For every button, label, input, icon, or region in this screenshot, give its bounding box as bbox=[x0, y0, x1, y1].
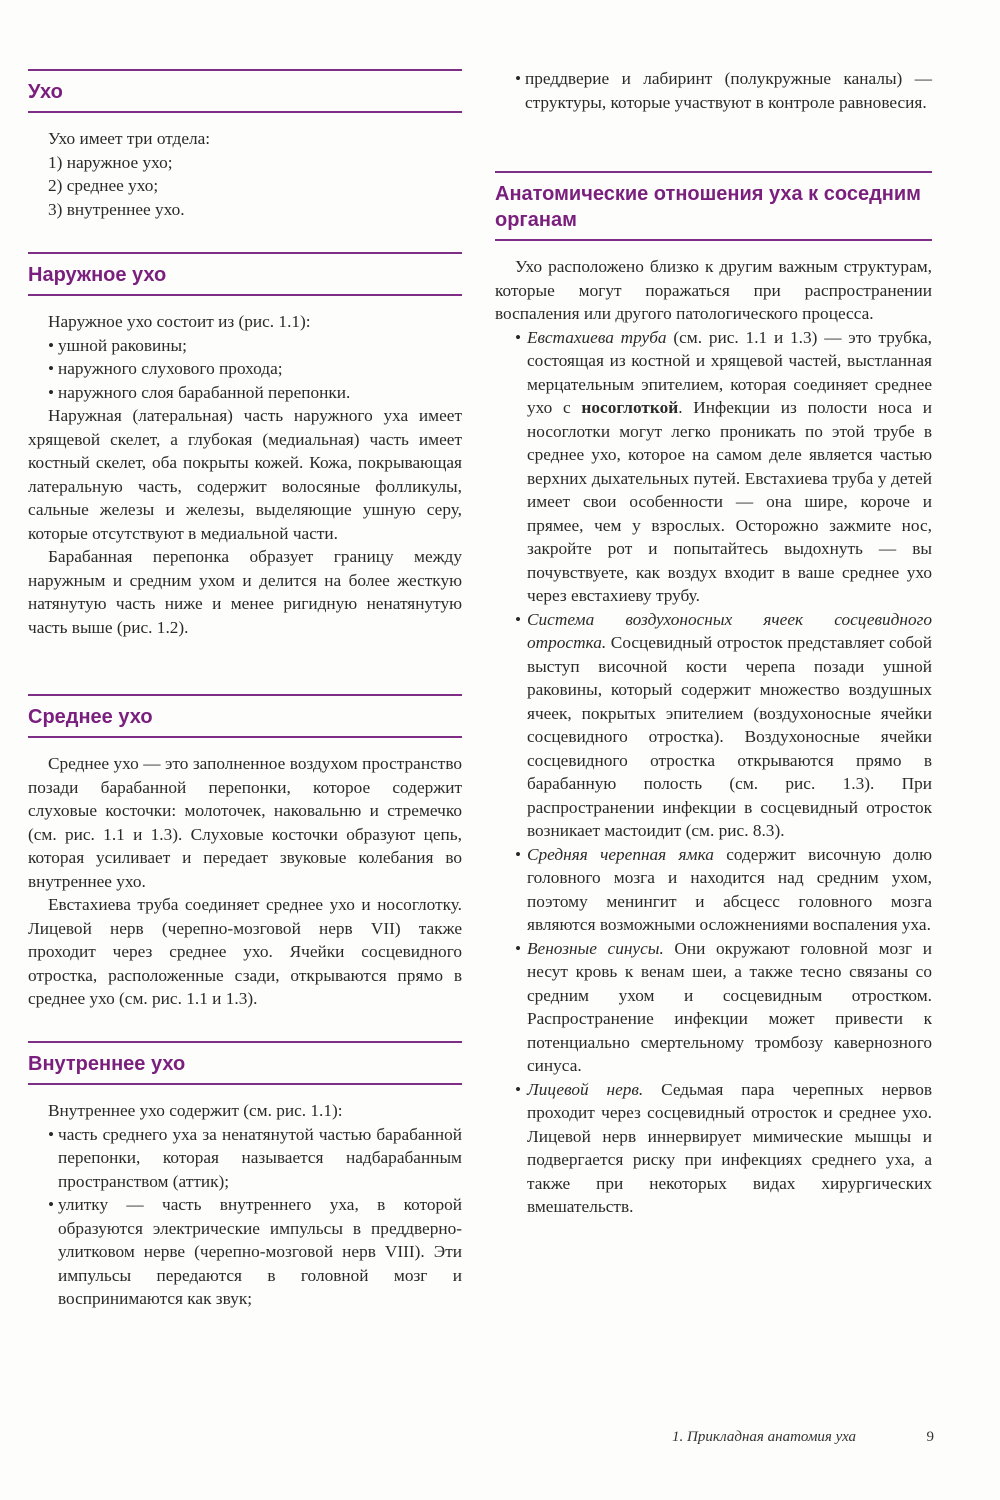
text: улитку — часть внутреннего уха, в которой образуются электрические импульсы в преддверно-улитковом нерве (черепно-мозговой нерв VIII). Эти импульсы передаются в головной мозг и воспринимаются как звук; bbox=[58, 1195, 462, 1308]
paragraph bbox=[495, 255, 932, 326]
list-line bbox=[28, 198, 462, 222]
text: (см. рис. 1.1 и 1.3) — это трубка, состоящая из костной и хрящевой частей, выстланная мерцательным эпителием, которая соединяет среднее ухо с bbox=[527, 327, 932, 417]
text: Ухо расположено близко к другим важным структурам, которые могут поражаться при распространении воспаления или другого патологического процесса. bbox=[495, 257, 932, 323]
bullet-item bbox=[28, 357, 462, 381]
bullet-icon: • bbox=[515, 938, 522, 958]
text: преддверие и лабиринт (полукружные каналы) — структуры, которые участвуют в контроле равновесия. bbox=[525, 69, 932, 112]
bullet-icon: • bbox=[48, 1124, 55, 1144]
bullet-icon: • bbox=[515, 1079, 522, 1099]
bullet-item bbox=[495, 937, 932, 1078]
bullet-item bbox=[28, 1193, 462, 1311]
text: 2) среднее ухо; bbox=[48, 176, 159, 195]
bullet-item bbox=[495, 608, 932, 843]
text: . Инфекции из полости носа и носоглотки могут легко проникать по этой трубе в среднее ухо, которое на самом деле является частью верхних дыхательных путей. Евстахиева труба у детей имеет свои особенности — она шире, короче и прямее, чем у взрослых. Осторожно зажмите нос, закройте рот и попытайтесь выдохнуть — вы почувствуете, как воздух входит в ваше среднее ухо через евстахиеву трубу. bbox=[527, 398, 932, 605]
text: Сосцевидный отросток представляет собой выступ височной кости черепа позади ушной раковины, который содержит множество воздушных ячеек, покрытых эпителием (воздухоносные ячейки сосцевидного отростка). Воздухоносные ячейки сосцевидного отростка открываются прямо в барабанную полость (см. рис. 1.3). При распространении инфекции в сосцевидный отросток возникает мастоидит (см. рис. 8.3). bbox=[527, 633, 932, 840]
bullet-item bbox=[495, 67, 932, 114]
text: Барабанная перепонка образует границу между наружным и средним ухом и делится на более жесткую натянутую часть ниже и менее ригидную ненатянутую часть выше (рис. 1.2). bbox=[28, 547, 462, 637]
section-relations bbox=[495, 171, 932, 1219]
page-footer bbox=[672, 1426, 934, 1450]
term-italic: Венозные синусы. bbox=[527, 938, 664, 958]
paragraph bbox=[28, 893, 462, 1011]
bullet-icon: • bbox=[48, 359, 55, 378]
text: наружного слоя барабанной перепонки. bbox=[58, 382, 351, 402]
bullet-item bbox=[495, 1078, 932, 1219]
list-line bbox=[28, 127, 462, 151]
list-line bbox=[28, 174, 462, 198]
term-italic: Евстахиева труба bbox=[527, 327, 667, 347]
text: Седьмая пара черепных нервов проходит через сосцевидный отросток и среднее ухо. Лицевой нерв иннервирует мимические мышцы и подвергается риску при инфекциях среднего уха, а также при некоторых видах хирургических вмешательств. bbox=[527, 1079, 933, 1216]
section-outer-ear bbox=[28, 252, 462, 639]
section-heading: Анатомические отношения уха к соседним органам bbox=[495, 171, 932, 241]
bullet-icon: • bbox=[515, 844, 522, 864]
running-title: 1. Прикладная анатомия уха bbox=[672, 1429, 857, 1445]
text: Ухо имеет три отдела: bbox=[48, 129, 211, 148]
paragraph bbox=[28, 545, 462, 639]
list-line bbox=[28, 151, 462, 175]
text: 3) внутреннее ухо. bbox=[48, 199, 185, 219]
right-column bbox=[495, 0, 932, 1400]
section-heading: Среднее ухо bbox=[28, 694, 462, 738]
bullet-item bbox=[495, 326, 932, 608]
section-heading: Внутреннее ухо bbox=[28, 1041, 462, 1085]
list-line bbox=[28, 310, 462, 334]
term-italic: Система воздухоносных ячеек сосцевидного отростка. bbox=[527, 609, 932, 652]
bullet-icon: • bbox=[515, 327, 522, 347]
text: 1) наружное ухо; bbox=[48, 152, 173, 172]
text: Внутреннее ухо содержит (см. рис. 1.1): bbox=[48, 1101, 343, 1120]
bullet-item bbox=[495, 843, 932, 937]
page-number: 9 bbox=[926, 1429, 934, 1445]
section-inner-ear-cont bbox=[495, 67, 932, 114]
list-line bbox=[28, 1099, 462, 1123]
section-heading: Ухо bbox=[28, 69, 462, 113]
bullet-item bbox=[28, 334, 462, 358]
term-italic: Средняя черепная ямка bbox=[527, 844, 714, 864]
text: Среднее ухо — это заполненное воздухом пространство позади барабанной перепонки, которое содержит слуховые косточки: молоточек, наковальню и стремечко (см. рис. 1.1 и 1.3). Слуховые косточки образуют цепь, которая усиливает и передает звуковые колебания во внутреннее ухо. bbox=[28, 754, 462, 891]
bullet-item bbox=[28, 381, 462, 405]
bullet-icon: • bbox=[515, 69, 522, 88]
bullet-icon: • bbox=[48, 335, 55, 355]
text: Наружная (латеральная) часть наружного уха имеет хрящевой скелет, а глубокая (медиальная) часть имеет костный скелет, оба покрыты кожей. Кожа, покрывающая латеральную часть, содержит волосяные фолликулы, сальные железы и железы, выделяющие ушную серу, которые отсутствуют в медиальной части. bbox=[28, 406, 462, 543]
term-italic: Лицевой нерв. bbox=[527, 1079, 644, 1099]
bullet-icon: • bbox=[515, 609, 522, 629]
section-ear bbox=[28, 69, 462, 221]
text: ушной раковины; bbox=[58, 335, 187, 355]
text: часть среднего уха за ненатянутой частью барабанной перепонки, которая называется надбарабанным пространством (аттик); bbox=[58, 1124, 462, 1191]
text: Наружное ухо состоит из (рис. 1.1): bbox=[48, 312, 311, 331]
text: наружного слухового прохода; bbox=[58, 359, 283, 378]
section-inner-ear bbox=[28, 1041, 462, 1311]
paragraph bbox=[28, 752, 462, 893]
bullet-icon: • bbox=[48, 1195, 55, 1214]
term-bold: носоглоткой bbox=[581, 398, 679, 417]
section-heading: Наружное ухо bbox=[28, 252, 462, 296]
text: Они окружают головной мозг и несут кровь к венам шеи, а также тесно связаны со средним ухом и сосцевидным отростком. Распространение инфекции может привести к потенциально смертельному тромбозу кавернозного синуса. bbox=[527, 938, 932, 1075]
text: Евстахиева труба соединяет среднее ухо и носоглотку. Лицевой нерв (черепно-мозговой нерв VII) также проходит через среднее ухо. Ячейки сосцевидного отростка, расположенные сзади, открываются прямо в среднее ухо (см. рис. 1.1 и 1.3). bbox=[28, 895, 462, 1008]
section-middle-ear bbox=[28, 694, 462, 1011]
text: содержит височную долю головного мозга и находится над средним ухом, поэтому менингит и абсцесс головного мозга являются возможными осложнениями воспаления уха. bbox=[527, 844, 932, 934]
left-column bbox=[28, 0, 462, 1400]
paragraph bbox=[28, 404, 462, 545]
bullet-icon: • bbox=[48, 382, 55, 402]
bullet-item bbox=[28, 1123, 462, 1194]
